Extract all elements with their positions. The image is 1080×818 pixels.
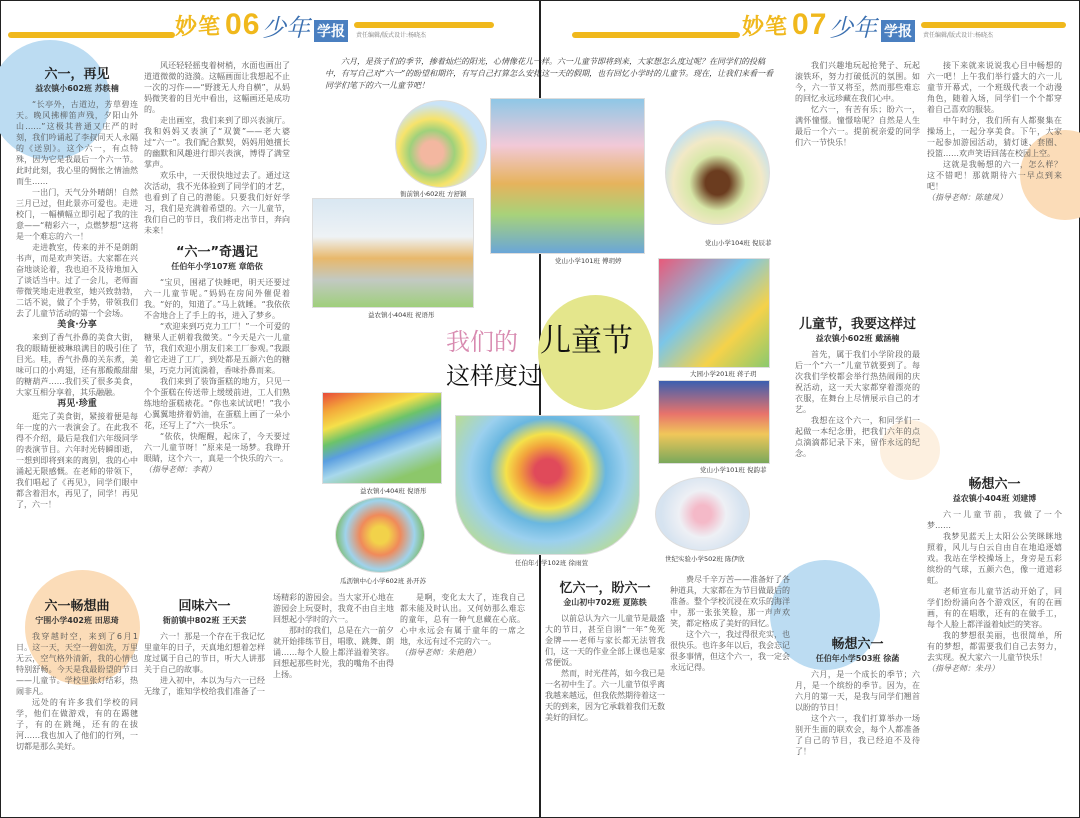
article-recall-continued [400,592,525,658]
drawing-fairy [655,477,750,551]
drawing-city [658,380,770,464]
paper-name: 学报 [314,20,348,42]
article-title: 六一畅想曲 [44,599,110,614]
picture-caption: 衙前镇小602班 方舒颖 [400,190,467,198]
article-continued [144,60,290,236]
paragraph: “宝贝，围裙了快睡吧，明天还要过六一儿童节呢。”妈妈在房间外催促着我。“好的，知道了。”马上就睡。“我依依不舍地合上了手上的书，进入了梦乡。 [144,278,290,320]
drawing-playground [312,198,474,308]
article-imagine-continued [927,60,1062,203]
paragraph: 走出画室，我们来到了即兴表演厅。我和妈妈又表演了“双簧”——老大婆过“六一”。我们配合默契，妈妈用她擅长的幽默和风趣进行即兴表演，博得了满堂掌声。 [144,116,290,169]
paragraph: 那时的我们，总是在六一前夕就开始排练节目，唱歌、跳舞、朗诵……每个人脸上都洋溢着笑容。回想起那些时光，我的嘴角不由得上扬。 [273,626,394,679]
picture-caption: 益农镇小404班 祝语彤 [368,311,435,319]
credit: 责任编辑/版式设计:杨晓杰 [923,32,994,39]
article-title: “六一”奇遇记 [175,245,259,260]
paragraph: “长亭外，古道边，芳草碧连天。晚风拂柳笛声残，夕阳山外山……”这极其普通又庄严的时刻，我们吟诵起了李叔同天人永隔的《送别》。这个六一，有点特殊，因为它是我最后一个六一节。此时此刻，我心里的惆怅之情油然而生…… [16,100,138,186]
paper-name: 学报 [881,20,915,42]
drawing-rainbow [322,392,442,484]
article-rhapsody [16,592,138,752]
paragraph: 忆六一，有苦有乐；盼六一，满怀憧憬。憧憬啥呢？自然是人生最后一个六一。提前祝亲爱的同学们六一节快乐！ [795,105,920,147]
paragraph: 六一儿童节前，我做了一个梦…… [927,510,1062,530]
article-remember-continued [670,574,790,673]
subheading: 再见·珍重 [57,399,97,409]
article-adventure [144,244,290,475]
picture-caption: 瓜沥镇中心小学602班 孙开苏 [340,577,426,585]
article-imagine-liu [927,470,1062,674]
drawing-skateboard [658,258,770,368]
picture-caption: 益农镇小404班 倪语彤 [360,487,427,495]
column-two [144,60,290,475]
teacher-note: （指导老师：陈建凤） [927,193,1007,202]
paragraph: 走进教室，传来的并不是朗朗书声，而是欢声笑语。大家都在兴奋地谈论着，我也迫不及待地加入了谈话当中。过了一会儿，老师面带微笑地走进教室，她兴致勃勃，二话不说，做了个手势，带领我们去了儿童节活动的第一个会场。 [16,243,138,318]
article-byline: 衙前镇中802班 王天芸 [162,616,247,625]
paragraph: “欢迎来到巧克力工厂！”一个可爱的糖果人正朝着我微笑。“今天是六一儿童节，我们欢迎小朋友们来工厂参观。”我跟着它走进了工厂，到处都是五颜六色的糖果，巧克力河流淌着，香味扑鼻而来。 [144,322,290,375]
teacher-note: （指导老师：朱艳艳） [400,648,480,657]
picture-caption: 世纪实验小学502班 陈伊欣 [665,555,745,563]
article-title: 六一，再见 [44,67,110,82]
paragraph: 我们来到了装饰蛋糕的地方，只见一个个蛋糕在传送带上缓缓前进，工人们熟练地给蛋糕裱花。“你也来试试吧！”我小心翼翼地挤着奶油，在蛋糕上画了一朵小花，还写上了“六一快乐”。 [144,377,290,430]
drawing-hot-air-balloon [455,415,640,555]
picture-caption: 大园小学201班 蒋子玥 [690,370,757,378]
article-byline: 益农镇小404班 刘建博 [952,494,1037,503]
paragraph: 首先，属于我们小学阶段的最后一个“六一”儿童节就要到了。每次我们学校都会举行热热闹闹的庆祝活动，这一天大家都穿着漂亮的衣服，在舞台上尽情展示自己的才艺。 [795,350,920,414]
article-byline: 任伯年小学107班 章皓依 [171,262,263,271]
article-title: 忆六一，盼六一 [559,581,651,596]
paragraph: 我想在这个六一，和同学们一起做一本纪念册，把我们六年的点点滴滴都记录下来，留作永远的纪念。 [795,416,920,458]
article-byline: 任伯年小学503班 徐菡 [815,654,900,663]
section-name: 妙笔 [742,15,789,40]
feature-title-part1: 我们的 [446,328,518,356]
paragraph: 接下来就来说说我心目中畅想的六一吧！上午我们举行盛大的六一儿童节开幕式，一个班级代表一个动漫角色，随着入场，同学们一个个都穿着自己喜欢的服装。 [927,61,1062,114]
feature-title-part2: 儿童节 [540,323,633,359]
paragraph: 这个六一，我过得很充实，也很快乐。也许多年以后，我会忘记很多事情，但这个六一，我一定会永远记得。 [670,630,790,672]
picture-caption: 任伯年小学102班 徐雨萱 [515,559,588,567]
paragraph: 风还轻轻摇曳着树梢，水面也画出了道道微微的涟漪。这幅画面让我想起不止一次的习作——“野渡无人舟自横”，从妈妈微笑着的目光中看出，这幅画还是成功的。 [144,61,290,114]
intro-text: 六月，是孩子们的季节，掺着灿烂的阳光，心情像花儿一样。六一儿童节即将到来，大家想怎么度过呢？在同学们的投稿中，有写自己对“六一”的盼望和期许，有写自己打算怎么安排这一天的假期，也有回忆小学时的儿童节。现在，让我们来看一看同学们笔下的六一儿童节吧！ [325,57,774,90]
paragraph: 一出门，天气分外晴朗！自然三月已过，但此景亦可爱也。走进校门，一幅横幅立即引起了我的注意——“精彩六一，点燃梦想”这将是一个难忘的六一！ [16,188,138,241]
paragraph: 费尽千辛万苦——准备好了各种道具，大家都在为节目做最后的准备。整个学校沉浸在欢乐的海洋中，那一张张笑脸，那一声声欢笑，都定格成了美好的回忆。 [670,575,790,628]
logo: 少年 [829,14,877,42]
section-name: 妙笔 [175,15,222,40]
paragraph: 进入初中，本以为与六一已经无缘了，谁知学校给我们准备了一场精彩的游园会。当大家开心地在游园会上玩耍时，我竟不由自主地回想起小学时的六一。 [144,593,394,696]
article-byline: 益农镇小602班 戴涵楠 [815,334,900,343]
drawing-children [335,497,425,573]
article-title: 畅想六一 [968,477,1021,492]
article-byline: 宁围小学402班 田思琦 [35,616,119,625]
paragraph: “依依，快醒醒，起床了，今天要过六一儿童节呀！”原来是一场梦。我睁开眼睛，这个六一，真是一个快乐的六一。 [144,432,290,463]
page-number: 07 [792,8,828,41]
paragraph: 六月，是一个成长的季节；六月，是一个缤纷的季节。因为，在六月的第一天，是我与同学们翘首以盼的节日！ [795,670,920,712]
article-how-to-spend [795,310,920,459]
article-remember-top [795,60,920,148]
paragraph: 中午时分，我们所有人都聚集在操场上，一起分享美食。下午，大家一起参加游园活动，猜灯谜、套圈、投篮……欢声笑语回荡在校园上空。 [927,116,1062,158]
drawing-ferris-wheel [395,100,487,188]
article-six-one-goodbye [16,60,138,510]
article-imagine-xu [795,630,920,757]
credit: 责任编辑/版式设计:杨晓杰 [356,32,427,39]
paragraph: 这个六一，我们打算举办一场别开生面的联欢会，每个人都准备了自己的节目，我已经迫不及待了！ [795,714,920,756]
paragraph: 我梦见蓝天上太阳公公笑眯眯地照着，风儿与白云自由自在地追逐嬉戏。我站在学校操场上，身旁是五彩缤纷的气球，五颜六色，像一道道彩虹。 [927,532,1062,585]
drawing-castle [490,98,645,254]
paragraph: 欢乐中，一天很快地过去了。通过这次活动，我不光体验到了同学们的才艺，也看到了自己的潜能。只要我们好好学习，我们是充满着希望的。六一儿童节，我们自己的节日，我们将走出节日，奔向未来！ [144,171,290,235]
article-byline: 益农镇小602班 苏轶楠 [35,84,119,93]
picture-caption: 党山小学101班 倪韵菲 [700,466,767,474]
teacher-note: （指导老师：朱丹） [927,664,999,673]
teacher-note: （指导老师：李莉） [144,465,216,474]
feature-title-part3: 这样度过 [446,362,542,390]
picture-caption: 党山小学101班 傅玥婷 [555,257,622,265]
paragraph: 以前总认为六一儿童节是最盛大的节日，甚至自诩“一年”免死金牌——老师与家长都无法管我们，这一天的作业全部上课也是家常便饭。 [545,614,665,667]
article-title: 畅想六一 [831,637,884,652]
paragraph: 我的梦想很美丽，也很简单，所有的梦想，都需要我们自己去努力，去实现。祝大家六一儿童节快乐！ [927,631,1062,662]
article-title: 回味六一 [178,599,231,614]
paragraph: 我们兴趣地玩起抢凳子、玩起滚铁环，努力打破低沉的氛围。如今，六一节又将至，然而那些难忘的回忆永远珍藏在我们心中。 [795,61,920,103]
page-number: 06 [225,8,261,41]
logo: 少年 [262,14,310,42]
paragraph: 远处的有许多我们学校的同学，他们在做游戏，有的在踢毽子，有的在跳绳，还有的在拔河……我也加入了他们的行列，一切都是那么美好。 [16,698,138,751]
paragraph: 然而，时光荏苒，如今我已是一名初中生了。六一儿童节似乎离我越来越远，但我依然期待着这一天的到来，因为它承载着我们无数美好的回忆。 [545,669,665,722]
article-recall [144,592,394,814]
paragraph: 这就是我畅想的六一，怎么样？这不错吧！那就期待六一早点到来吧！ [927,160,1062,191]
paragraph: 来到了香气扑鼻的美食大街，我的眼睛便被琳琅满目的吸引住了目光。哇，香气扑鼻的关东煮，美味可口的小鸡翅，还有那酸酸甜甜的糖葫芦……我们买了很多美食，大家互相分享着，其乐融融。 [16,333,138,397]
paragraph: 逛完了美食街，紧接着便是每年一度的六一表演会了。在此我不得不介绍，最后是我们六年级同学的表演节目。六年时光转瞬即逝，一想到即将到来的离别，我的心中涌起无限感慨。在老师的带领下，我们唱起了《再见》，同学们眼中都含着泪水，再见了，同学！再见了，六一！ [16,412,138,509]
paragraph: 老师宣布儿童节活动开始了，同学们纷纷涌向各个游戏区，有的在画画，有的在唱歌，还有的在做手工，每个人脸上都洋溢着灿烂的笑容。 [927,587,1062,629]
drawing-tree [665,120,770,225]
article-title: 儿童节，我要这样过 [798,317,916,332]
paragraph: 我穿越时空，来到了6月1日。这一天，天空一碧如洗，万里无云，空气格外清新，我的心情也特别舒畅。今天是我最盼望的节日——儿童节。学校里张灯结彩，热闹非凡。 [16,632,138,696]
paragraph: 六一！那是一个存在于我记忆里童年的日子，天真地幻想着怎样度过属于自己的节日，听大人讲那关于自己的故事。 [144,632,265,674]
paragraph: 是啊，变化太大了，连我自己都未能及时认出。又何妨那么难忘的童年，总有一种气息藏在心底。心中永远会有属于童年的一席之地，永远有过不完的六一。 [400,593,525,646]
subheading: 美食·分享 [57,320,97,330]
picture-caption: 党山小学104班 倪辰菲 [705,239,772,247]
article-byline: 金山初中702班 夏陈轶 [563,598,647,607]
article-remember [545,574,665,723]
